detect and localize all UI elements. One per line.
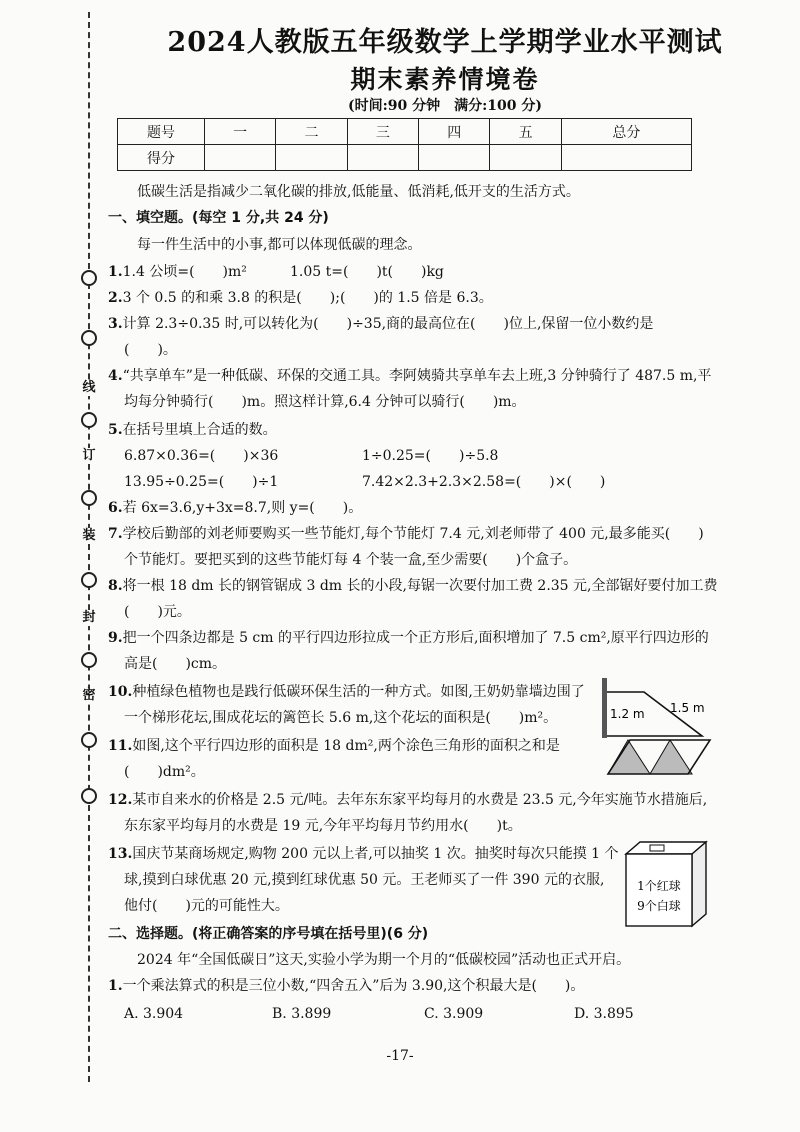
time-info: (时间:90 分钟 满分:100 分) [347, 98, 543, 114]
binding-hole-icon [81, 412, 97, 428]
question-2 [108, 288, 493, 308]
score-input-cell[interactable] [419, 145, 490, 171]
question-number: 5. [108, 422, 123, 438]
question-5-part-a: 6.87×0.36=( )×36 [124, 448, 279, 464]
score-table [117, 118, 692, 171]
question-1 [108, 262, 247, 282]
question-text: 一个乘法算式的积是三位小数,“四舍五入”后为 3.90,这个积最大是( )。 [122, 978, 585, 994]
question-text: 若 6x=3.6,y+3x=8.7,则 y=( )。 [122, 500, 363, 516]
question-12-line2: 东东家平均每月的水费是 19 元,今年平均每月节约用水( )t。 [124, 818, 522, 834]
score-cell: 得分 [118, 145, 205, 171]
question-8 [108, 576, 718, 596]
question-number: 11. [108, 738, 133, 754]
question-10-line2: 一个梯形花坛,围成花坛的篱笆长 5.6 m,这个花坛的面积是( )m²。 [124, 710, 558, 726]
question-4 [108, 366, 711, 386]
score-cell: 总分 [561, 119, 691, 145]
binding-mark: 订 [78, 448, 100, 464]
question-text: 将一根 18 dm 长的钢管锯成 3 dm 长的小段,每锯一次要付加工费 2.35 元,全部锯好要付加工费 [122, 578, 718, 594]
section2-heading: 二、选择题。(将正确答案的序号填在括号里)(6 分) [108, 926, 429, 942]
red-ball-label: 1个红球 [637, 879, 681, 893]
score-input-cell[interactable] [205, 145, 276, 171]
question-text: 学校后勤部的刘老师要购买一些节能灯,每个节能灯 7.4 元,刘老师带了 400 元,最多能买( ) [122, 526, 704, 542]
question-7-line2: 个节能灯。要把买到的这些节能灯每 4 个装一盒,至少需要( )个盒子。 [124, 552, 578, 568]
score-table-header-row [118, 119, 692, 145]
question-number: 2. [108, 290, 123, 306]
choice-question-1 [108, 976, 584, 996]
question-text: “共享单车”是一种低碳、环保的交通工具。李阿姨骑共享单车去上班,3 分钟骑行了 487.5 m,平 [122, 368, 712, 384]
shaded-triangle [608, 740, 650, 774]
page-number: -17- [386, 1048, 414, 1064]
question-number: 4. [108, 368, 123, 384]
score-cell: 一 [205, 119, 276, 145]
question-text: 种植绿色植物也是践行低碳环保生活的一种方式。如图,王奶奶靠墙边围了 [132, 684, 585, 700]
question-5-part-b: 1÷0.25=( )÷5.8 [362, 448, 499, 464]
question-number: 1. [108, 264, 123, 280]
exam-title: 2024人教版五年级数学上学期学业水平测试 [167, 27, 723, 58]
question-9-line2: 高是( )cm。 [124, 656, 227, 672]
question-number: 6. [108, 500, 123, 516]
binding-hole-icon [81, 330, 97, 346]
score-input-cell[interactable] [561, 145, 691, 171]
shaded-triangle [650, 740, 692, 774]
binding-mark: 密 [78, 688, 100, 704]
question-13 [108, 844, 619, 864]
question-7 [108, 524, 704, 544]
question-text: 国庆节某商场规定,购物 200 元以上者,可以抽奖 1 次。抽奖时每次只能摸 1 个 [132, 846, 619, 862]
height-label: 1.2 m [610, 707, 645, 721]
binding-hole-icon [81, 732, 97, 748]
question-6 [108, 498, 362, 518]
binding-hole-icon [81, 652, 97, 668]
option-b: B. 3.899 [272, 1006, 332, 1022]
question-5-part-d: 7.42×2.3+2.3×2.58=( )×( ) [362, 474, 606, 490]
question-1-part-b: 1.05 t=( )t( )kg [290, 264, 444, 280]
question-number: 10. [108, 684, 133, 700]
score-cell: 题号 [118, 119, 205, 145]
question-text: 在括号里填上合适的数。 [122, 422, 277, 438]
section2-sub: 2024 年“全国低碳日”这天,实验小学为期一个月的“低碳校园”活动也正式开启。 [137, 952, 631, 968]
binding-hole-icon [81, 490, 97, 506]
parallelogram-figure [604, 736, 714, 778]
question-3 [108, 314, 653, 334]
question-13-line2: 球,摸到白球优惠 20 元,摸到红球优惠 50 元。王老师买了一件 390 元的衣服, [124, 872, 605, 888]
exam-subtitle: 期末素养情境卷 [350, 65, 540, 94]
question-11 [108, 736, 560, 756]
score-input-cell[interactable] [347, 145, 418, 171]
question-text: 把一个四条边都是 5 cm 的平行四边形拉成一个正方形后,面积增加了 7.5 cm²,原平行四边形的 [122, 630, 709, 646]
question-number: 7. [108, 526, 123, 542]
lottery-box-figure [618, 840, 712, 930]
question-13-line3: 他付( )元的可能性大。 [124, 898, 289, 914]
box-side [692, 842, 706, 926]
box-hole-icon [650, 845, 664, 851]
question-text: 1.4 公顷=( )m² [122, 264, 247, 280]
question-5-part-c: 13.95÷0.25=( )÷1 [124, 474, 279, 490]
question-12 [108, 790, 707, 810]
question-3-line2: ( )。 [124, 342, 177, 358]
question-11-line2: ( )dm²。 [124, 764, 205, 780]
score-cell: 三 [347, 119, 418, 145]
trapezoid-flowerbed-figure [598, 676, 716, 742]
question-text: 如图,这个平行四边形的面积是 18 dm²,两个涂色三角形的面积之和是 [132, 738, 560, 754]
question-number: 1. [108, 978, 123, 994]
section1-heading: 一、填空题。(每空 1 分,共 24 分) [108, 210, 329, 226]
binding-mark: 线 [78, 380, 100, 396]
score-cell: 二 [276, 119, 347, 145]
white-ball-label: 9个白球 [637, 899, 681, 913]
score-table-score-row [118, 145, 692, 171]
question-number: 8. [108, 578, 123, 594]
wall-shape [602, 678, 607, 738]
question-9 [108, 628, 709, 648]
binding-mark: 封 [78, 610, 100, 626]
question-number: 13. [108, 846, 133, 862]
question-text: 某市自来水的价格是 2.5 元/吨。去年东东家平均每月的水费是 23.5 元,今年实施节水措施后, [132, 792, 708, 808]
score-cell: 四 [419, 119, 490, 145]
question-text: 计算 2.3÷0.35 时,可以转化为( )÷35,商的最高位在( )位上,保留一位小数约是 [122, 316, 654, 332]
binding-dashed-line [88, 12, 90, 1082]
side-label: 1.5 m [670, 701, 705, 715]
question-number: 3. [108, 316, 123, 332]
binding-strip [78, 12, 100, 1082]
binding-hole-icon [81, 572, 97, 588]
score-cell: 五 [490, 119, 561, 145]
question-4-line2: 均每分钟骑行( )m。照这样计算,6.4 分钟可以骑行( )m。 [124, 394, 526, 410]
question-8-line2: ( )元。 [124, 604, 191, 620]
question-5 [108, 420, 277, 440]
intro-text: 低碳生活是指减少二氧化碳的排放,低能量、低消耗,低开支的生活方式。 [137, 184, 580, 200]
score-input-cell[interactable] [490, 145, 561, 171]
question-number: 12. [108, 792, 133, 808]
option-a: A. 3.904 [124, 1006, 184, 1022]
binding-hole-icon [81, 270, 97, 286]
option-c: C. 3.909 [424, 1006, 484, 1022]
binding-mark: 装 [78, 528, 100, 544]
option-d: D. 3.895 [574, 1006, 634, 1022]
score-input-cell[interactable] [276, 145, 347, 171]
section1-sub: 每一件生活中的小事,都可以体现低碳的理念。 [137, 237, 422, 253]
question-10 [108, 682, 585, 702]
question-text: 3 个 0.5 的和乘 3.8 的积是( );( )的 1.5 倍是 6.3。 [122, 290, 493, 306]
binding-hole-icon [81, 788, 97, 804]
question-number: 9. [108, 630, 123, 646]
